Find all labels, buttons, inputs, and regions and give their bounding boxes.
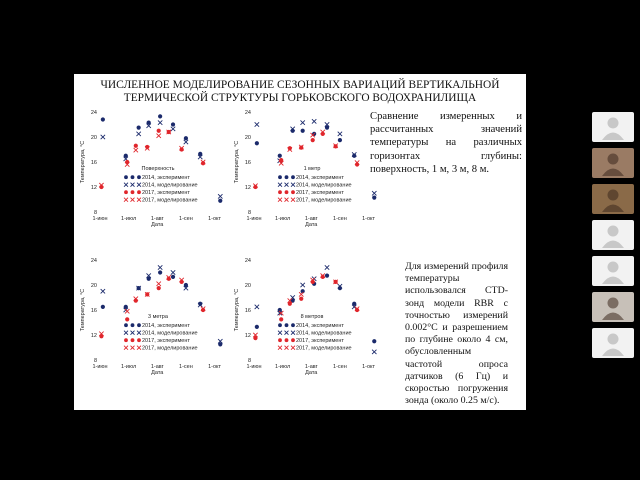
participant-3[interactable] xyxy=(592,184,634,214)
legend-marker xyxy=(131,338,135,342)
x-tick-label: 1-июл xyxy=(121,364,137,370)
panel-label: 8 метров xyxy=(300,314,324,320)
legend-marker xyxy=(124,198,128,202)
legend-marker xyxy=(131,323,135,327)
legend-label: 2017, эксперимент xyxy=(142,338,190,344)
y-tick-label: 12 xyxy=(244,333,251,339)
legend-marker xyxy=(291,198,295,202)
data-point-x xyxy=(300,283,304,287)
series-group xyxy=(99,277,205,339)
data-point-x xyxy=(300,120,304,124)
avatar-head xyxy=(608,154,619,165)
legend-label: 2017, моделирование xyxy=(142,345,198,352)
participant-2[interactable] xyxy=(592,148,634,178)
legend-marker xyxy=(131,198,135,202)
y-tick-label: 16 xyxy=(90,160,97,166)
legend-marker xyxy=(131,331,135,335)
legend-marker xyxy=(124,331,128,335)
y-tick-label: 20 xyxy=(244,283,251,289)
legend-label: 2014, моделирование xyxy=(142,330,198,337)
slide-title-line-1: ЧИСЛЕННОЕ МОДЕЛИРОВАНИЕ СЕЗОННЫХ ВАРИАЦИЙ ВЕРТИКАЛЬНОЙ xyxy=(100,79,500,91)
data-point xyxy=(325,274,329,278)
legend-marker xyxy=(278,338,282,342)
legend-marker xyxy=(291,183,295,187)
data-point-x xyxy=(158,265,162,269)
chart-svg xyxy=(78,256,233,390)
x-axis-label: Дата xyxy=(305,222,318,228)
legend-marker xyxy=(278,323,282,327)
y-tick-label: 20 xyxy=(90,135,97,141)
data-point xyxy=(279,317,283,321)
legend-marker xyxy=(285,331,289,335)
data-point xyxy=(372,339,376,343)
participant-4[interactable] xyxy=(592,220,634,250)
data-point xyxy=(218,199,222,203)
x-tick-label: 1-окт xyxy=(362,216,376,222)
legend-marker xyxy=(124,338,128,342)
legend-label: 2014, моделирование xyxy=(296,330,352,337)
avatar-icon xyxy=(592,112,634,142)
legend-marker xyxy=(137,323,141,327)
legend-marker xyxy=(137,183,141,187)
data-point-x xyxy=(372,191,376,195)
y-tick-label: 24 xyxy=(90,110,97,116)
legend-marker xyxy=(285,183,289,187)
legend-label: 2014, эксперимент xyxy=(296,175,344,181)
data-point-x xyxy=(136,132,140,136)
y-tick-label: 8 xyxy=(93,210,97,216)
x-tick-label: 1-июл xyxy=(275,216,291,222)
y-tick-label: 16 xyxy=(244,308,251,314)
participants-sidebar xyxy=(590,112,640,362)
participant-1[interactable] xyxy=(592,112,634,142)
legend-marker xyxy=(131,346,135,350)
data-point xyxy=(311,138,315,142)
legend-marker xyxy=(131,175,135,179)
data-point-x xyxy=(338,132,342,136)
x-tick-label: 1-авг xyxy=(150,364,164,370)
y-axis-label: Температура, °С xyxy=(234,140,240,184)
y-tick-label: 8 xyxy=(247,358,251,364)
legend-marker xyxy=(137,346,141,350)
x-axis-label: Дата xyxy=(151,370,164,376)
avatar-head xyxy=(608,334,619,345)
x-tick-label: 1-окт xyxy=(208,364,222,370)
data-point-x xyxy=(171,270,175,274)
legend-marker xyxy=(291,346,295,350)
chart-8-meters xyxy=(232,256,387,390)
data-point xyxy=(101,117,105,121)
legend-label: 2014, моделирование xyxy=(142,182,198,189)
x-tick-label: 1-авг xyxy=(150,216,164,222)
y-tick-label: 24 xyxy=(244,110,251,116)
presentation-slide xyxy=(74,74,526,410)
y-tick-label: 8 xyxy=(93,358,97,364)
legend-marker xyxy=(278,346,282,350)
data-point-x xyxy=(299,292,303,296)
avatar-icon xyxy=(592,256,634,286)
data-point xyxy=(137,126,141,130)
data-point xyxy=(184,136,188,140)
y-tick-label: 20 xyxy=(90,283,97,289)
y-tick-label: 20 xyxy=(244,135,251,141)
legend-label: 2014, эксперимент xyxy=(142,323,190,329)
y-tick-label: 24 xyxy=(244,258,251,264)
data-point-x xyxy=(101,289,105,293)
y-tick-label: 12 xyxy=(244,185,251,191)
data-point-x xyxy=(125,309,129,313)
chart-3-meters xyxy=(78,256,233,390)
legend-marker xyxy=(137,198,141,202)
chart-svg xyxy=(232,256,387,390)
x-axis-label: Дата xyxy=(305,370,318,376)
data-point-x xyxy=(171,127,175,131)
legend-marker xyxy=(137,331,141,335)
data-point xyxy=(171,275,175,279)
avatar-head xyxy=(608,118,619,129)
avatar-body xyxy=(602,169,624,177)
legend-marker xyxy=(285,346,289,350)
participant-6[interactable] xyxy=(592,292,634,322)
data-point-x xyxy=(255,122,259,126)
data-point-x xyxy=(218,194,222,198)
data-point-x xyxy=(101,135,105,139)
legend-marker xyxy=(131,183,135,187)
avatar-head xyxy=(608,298,619,309)
x-tick-label: 1-окт xyxy=(208,216,222,222)
x-tick-label: 1-окт xyxy=(362,364,376,370)
avatar-body xyxy=(602,133,624,141)
data-point xyxy=(301,129,305,133)
data-point xyxy=(158,270,162,274)
data-point-x xyxy=(255,305,259,309)
y-tick-label: 12 xyxy=(90,185,97,191)
data-point-x xyxy=(156,282,160,286)
data-point-x xyxy=(184,140,188,144)
data-point-x xyxy=(372,350,376,354)
legend-label: 2014, эксперимент xyxy=(296,323,344,329)
data-point xyxy=(101,305,105,309)
y-tick-label: 16 xyxy=(90,308,97,314)
x-tick-label: 1-июн xyxy=(92,364,108,370)
slide-title xyxy=(74,79,526,105)
data-point-x xyxy=(325,265,329,269)
chart-svg xyxy=(232,108,387,242)
data-point-x xyxy=(156,134,160,138)
x-tick-label: 1-июн xyxy=(92,216,108,222)
participant-5[interactable] xyxy=(592,256,634,286)
legend-marker xyxy=(278,183,282,187)
legend-marker xyxy=(137,190,141,194)
avatar-body xyxy=(602,313,624,321)
slide-title-line-2: ТЕРМИЧЕСКОЙ СТРУКТУРЫ ГОРЬКОВСКОГО ВОДОХРАНИЛИЩА xyxy=(123,92,477,104)
legend-marker xyxy=(278,190,282,194)
y-tick-label: 24 xyxy=(90,258,97,264)
panel-label: Поверхность xyxy=(141,166,175,172)
legend-marker xyxy=(285,323,289,327)
legend-marker xyxy=(124,175,128,179)
y-axis-label: Температура, °С xyxy=(80,288,86,332)
legend-marker xyxy=(285,198,289,202)
data-point xyxy=(157,129,161,133)
series-group xyxy=(255,126,377,200)
data-point xyxy=(372,196,376,200)
legend-marker xyxy=(278,331,282,335)
panel-label: 1 метр xyxy=(303,166,321,172)
avatar-icon xyxy=(592,220,634,250)
chart-1-meter xyxy=(232,108,387,242)
legend-label: 2014, моделирование xyxy=(296,182,352,189)
x-tick-label: 1-авг xyxy=(304,216,318,222)
y-tick-label: 16 xyxy=(244,160,251,166)
avatar-icon xyxy=(592,184,634,214)
avatar-icon xyxy=(592,148,634,178)
legend-marker xyxy=(278,198,282,202)
data-point-x xyxy=(158,120,162,124)
avatar-head xyxy=(608,190,619,201)
legend-marker xyxy=(124,183,128,187)
x-axis-label: Дата xyxy=(151,222,164,228)
x-tick-label: 1-сен xyxy=(333,216,347,222)
chart-surface xyxy=(78,108,233,242)
data-point xyxy=(125,317,129,321)
data-point xyxy=(299,297,303,301)
avatar-body xyxy=(602,205,624,213)
data-point xyxy=(255,325,259,329)
x-tick-label: 1-июн xyxy=(246,364,262,370)
x-tick-label: 1-июн xyxy=(246,216,262,222)
legend-marker xyxy=(285,175,289,179)
legend-label: 2017, эксперимент xyxy=(296,190,344,196)
avatar-body xyxy=(602,277,624,285)
x-tick-label: 1-сен xyxy=(179,364,193,370)
legend-marker xyxy=(131,190,135,194)
legend-marker xyxy=(291,338,295,342)
ctd-description-text: Для измерений профиля температуры использовался CTD-зонд модели RBR с точностью измерений 0.002°C и разрешением по глубине около 4 см, обусловленным частотой опроса датчиков (6 Гц) и скоростью погружения зонда (около 0.25 м/с). xyxy=(405,261,508,407)
legend-marker xyxy=(291,190,295,194)
data-point-x xyxy=(134,148,138,152)
x-tick-label: 1-июл xyxy=(275,364,291,370)
data-point xyxy=(255,141,259,145)
avatar-body xyxy=(602,241,624,249)
legend-marker xyxy=(124,323,128,327)
y-tick-label: 12 xyxy=(90,333,97,339)
legend-marker xyxy=(285,190,289,194)
legend-marker xyxy=(291,175,295,179)
x-tick-label: 1-сен xyxy=(333,364,347,370)
y-axis-label: Температура, °С xyxy=(80,140,86,184)
legend-marker xyxy=(285,338,289,342)
chart-svg xyxy=(78,108,233,242)
x-tick-label: 1-сен xyxy=(179,216,193,222)
participant-7[interactable] xyxy=(592,328,634,358)
legend-marker xyxy=(124,190,128,194)
y-tick-label: 8 xyxy=(247,210,251,216)
legend-marker xyxy=(137,338,141,342)
data-point-x xyxy=(312,119,316,123)
data-point xyxy=(278,154,282,158)
legend-marker xyxy=(124,346,128,350)
legend-marker xyxy=(291,323,295,327)
data-point xyxy=(134,144,138,148)
avatar-head xyxy=(608,262,619,273)
avatar-icon xyxy=(592,292,634,322)
legend-marker xyxy=(137,175,141,179)
panel-label: 3 метра xyxy=(148,314,168,320)
legend-label: 2017, эксперимент xyxy=(296,338,344,344)
avatar-body xyxy=(602,349,624,357)
legend-label: 2017, моделирование xyxy=(142,197,198,204)
legend-label: 2017, моделирование xyxy=(296,345,352,352)
data-point xyxy=(157,286,161,290)
x-tick-label: 1-июл xyxy=(121,216,137,222)
x-tick-label: 1-авг xyxy=(304,364,318,370)
legend-marker xyxy=(278,175,282,179)
legend-marker xyxy=(291,331,295,335)
comparison-text: Сравнение измеренных и рассчитанных значений температуры на различных горизонтах глубины: поверхность, 1 м, 3 м, 8 м. xyxy=(370,111,522,175)
avatar-icon xyxy=(592,328,634,358)
legend-label: 2014, эксперимент xyxy=(142,175,190,181)
legend-label: 2017, моделирование xyxy=(296,197,352,204)
legend-label: 2017, эксперимент xyxy=(142,190,190,196)
data-point xyxy=(338,138,342,142)
data-point xyxy=(158,114,162,118)
y-axis-label: Температура, °С xyxy=(234,288,240,332)
avatar-head xyxy=(608,226,619,237)
data-point xyxy=(171,122,175,126)
